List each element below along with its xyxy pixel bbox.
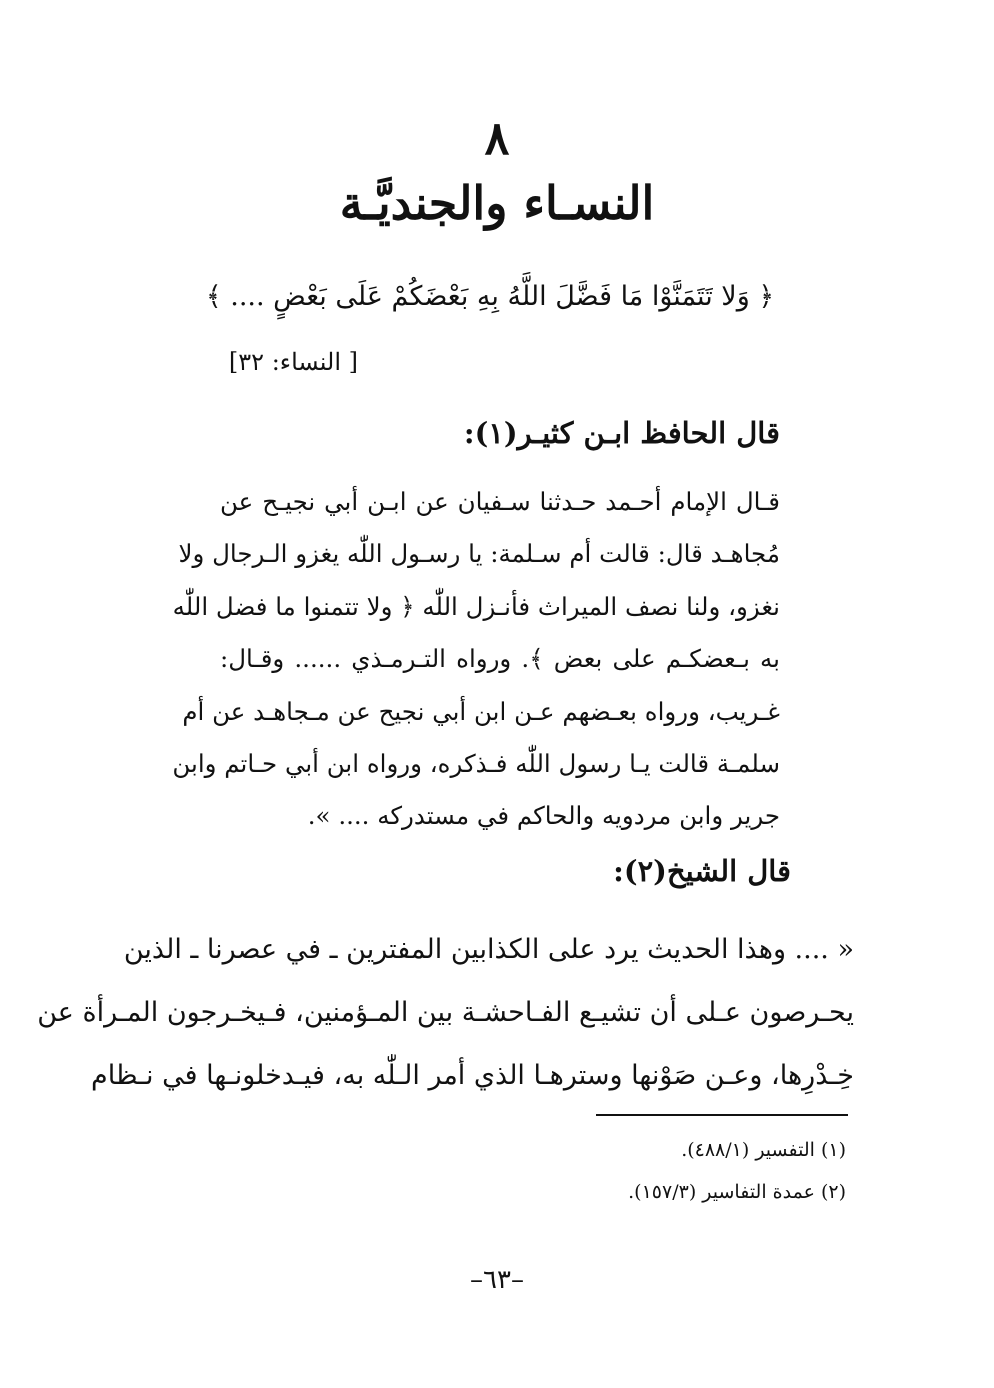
footnote-divider [596, 1114, 848, 1116]
page-number: –٦٣– [470, 1265, 524, 1295]
quote-line: سلمـة قالت يـا رسول اللّٰه فـذكره، ورواه ابن أبي حـاتم وابن [172, 749, 780, 779]
quote-line: قـال الإمام أحـمد حـدثنا سـفيان عن ابـن أبي نجيـح عن [220, 487, 780, 516]
heading-ibn-kathir: قال الحافظ ابـن كثيـر(١): [463, 416, 780, 450]
quote-line: به بـعضكـم على بعض ﴾. ورواه التـرمـذي ...... وقـال: [220, 644, 780, 674]
footnote-1: (١) التفسير (٤٨٨/١). [681, 1139, 846, 1161]
chapter-title: النسـاء والجنديَّـة [339, 176, 655, 230]
ibn-kathir-quote [172, 476, 780, 843]
heading-shaykh: قال الشيخ(٢): [613, 854, 791, 888]
body-paragraph [37, 918, 854, 1107]
quote-line: غـريب، ورواه بعـضهم عـن ابن أبي نجيح عن مـجاهـد عن أم [182, 696, 780, 726]
quote-line: نغزو، ولنا نصف الميراث فأنـزل اللّٰه ﴿ ولا تتمنوا ما فضل اللّٰه [172, 591, 780, 621]
body-line: « .... وهذا الحديث يرد على الكذابين المفترين ـ في عصرنا ـ الذين [123, 934, 854, 965]
body-line: خِـدْرِها، وعـن صَوْنها وسترهـا الذي أمر الـلّٰه به، فيـدخلونـها في نـظام [91, 1060, 854, 1091]
quote-line: جرير وابن مردويه والحاكم في مستدركه .... ». [307, 801, 780, 831]
body-line: يحـرصون عـلى أن تشيـع الفـاحشـة بين المـؤمنين، فـيخـرجون المـرأة عن [37, 997, 854, 1028]
chapter-number: ٨ [484, 111, 510, 165]
quote-line: مُجاهـد قال: قالت أم سـلمة: يا رسـول اللّٰه يغزو الـرجال ولا [178, 539, 780, 569]
verse-reference: [ النساء: ٣٢] [228, 348, 358, 376]
footnote-2: (٢) عمدة التفاسير (١٥٧/٣). [628, 1181, 846, 1203]
quran-verse: ﴿ وَلا تَتَمَنَّوْا مَا فَضَّلَ اللَّهُ بِهِ بَعْضَكُمْ عَلَى بَعْضٍ .... ﴾ [205, 281, 775, 312]
